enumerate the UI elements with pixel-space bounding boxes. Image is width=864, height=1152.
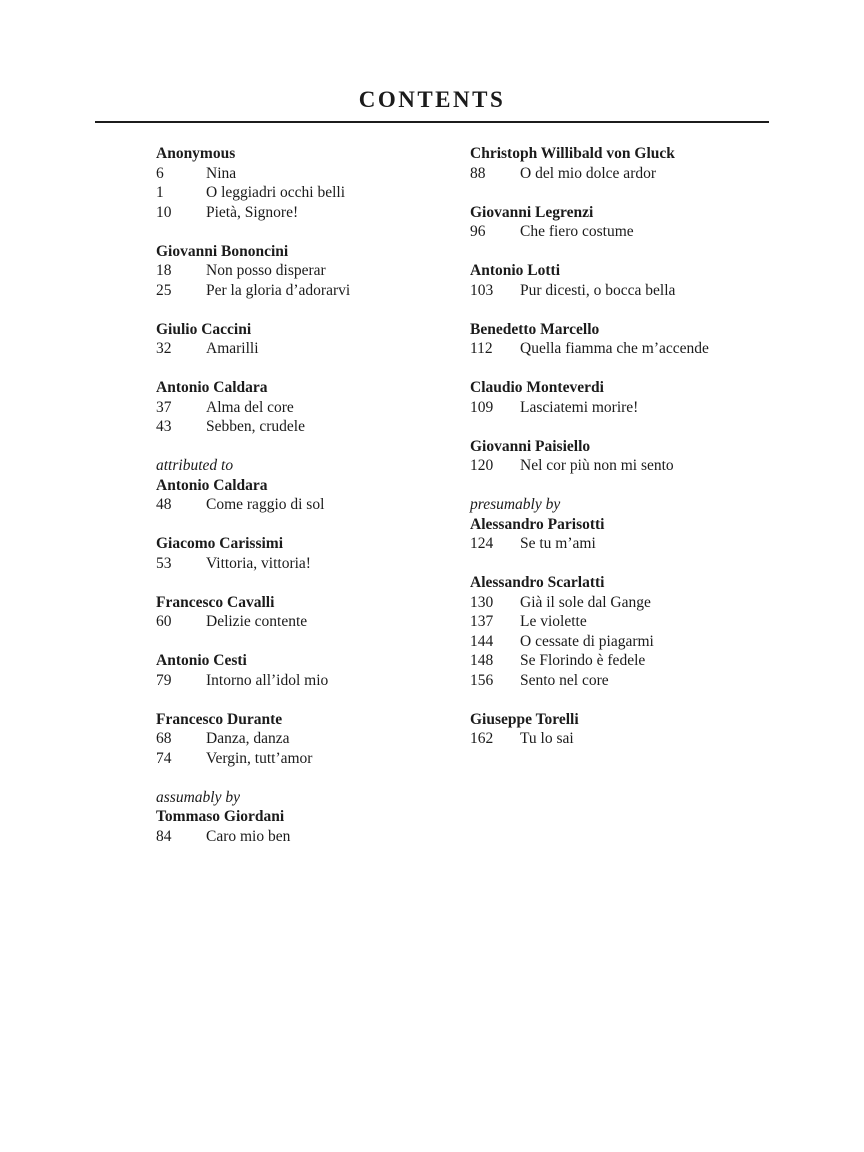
composer-name: Benedetto Marcello xyxy=(470,320,600,338)
toc-columns xyxy=(156,144,864,866)
page-number: 1 xyxy=(156,184,164,201)
toc-entry xyxy=(470,398,864,418)
song-title: Pietà, Signore! xyxy=(206,203,299,221)
composer-group xyxy=(470,378,864,417)
song-title: Alma del core xyxy=(206,398,294,416)
page-number: 112 xyxy=(470,340,493,357)
toc-entry xyxy=(470,456,864,476)
toc-entry xyxy=(470,671,864,691)
page-number: 43 xyxy=(156,418,172,435)
song-title: Vergin, tutt’amor xyxy=(206,749,313,767)
page-number: 156 xyxy=(470,671,494,689)
song-title: Se tu m’ami xyxy=(520,535,596,552)
composer-group xyxy=(470,144,864,183)
song-title: Amarilli xyxy=(206,340,259,357)
composer-name: Francesco Durante xyxy=(156,710,283,728)
toc-entry xyxy=(156,671,470,691)
composer-name: Christoph Willibald von Gluck xyxy=(470,145,675,162)
song-title: Le violette xyxy=(520,613,587,630)
song-title: Lasciatemi morire! xyxy=(520,398,639,416)
composer-name: Giulio Caccini xyxy=(156,320,252,338)
page-number: 148 xyxy=(470,652,494,669)
composer-group xyxy=(156,320,470,359)
composer-group xyxy=(470,261,864,300)
composer-name: Alessandro Parisotti xyxy=(470,515,605,533)
composer-name: Antonio Caldara xyxy=(156,476,268,494)
page-number: 25 xyxy=(156,281,172,299)
toc-entry xyxy=(470,339,864,359)
song-title: Se Florindo è fedele xyxy=(520,652,646,669)
composer-name: Alessandro Scarlatti xyxy=(470,574,605,591)
song-title: Già il sole dal Gange xyxy=(520,593,651,611)
song-title: Come raggio di sol xyxy=(206,496,325,513)
composer-group xyxy=(470,710,864,749)
song-title: Delizie contente xyxy=(206,613,308,630)
attribution-note: assumably by xyxy=(156,788,240,806)
composer-name: Anonymous xyxy=(156,145,236,162)
composer-group xyxy=(156,710,470,769)
page-number: 68 xyxy=(156,730,172,747)
composer-group xyxy=(470,320,864,359)
page-number: 32 xyxy=(156,340,172,357)
toc-entry xyxy=(470,729,864,749)
composer-name: Giovanni Bononcini xyxy=(156,242,289,260)
page-number: 162 xyxy=(470,730,494,747)
attribution-note: presumably by xyxy=(470,496,561,513)
song-title: O del mio dolce ardor xyxy=(520,164,657,182)
toc-entry xyxy=(156,417,470,437)
toc-entry xyxy=(156,612,470,632)
song-title: Non posso disperar xyxy=(206,262,326,279)
song-title: Sebben, crudele xyxy=(206,418,305,435)
title-rule xyxy=(95,121,769,123)
composer-group xyxy=(470,573,864,690)
attribution-note: attributed to xyxy=(156,457,234,474)
composer-name: Antonio Lotti xyxy=(470,262,560,279)
composer-name: Giacomo Carissimi xyxy=(156,535,283,552)
page-number: 18 xyxy=(156,262,172,279)
toc-entry xyxy=(156,203,470,223)
toc-entry xyxy=(156,281,470,301)
toc-entry xyxy=(156,339,470,359)
toc-column-right xyxy=(470,144,864,768)
composer-name: Tommaso Giordani xyxy=(156,808,285,825)
composer-group xyxy=(470,203,864,242)
toc-entry xyxy=(156,164,470,184)
song-title: O cessate di piagarmi xyxy=(520,632,654,650)
composer-name: Giuseppe Torelli xyxy=(470,710,579,728)
page-number: 103 xyxy=(470,281,494,299)
composer-group xyxy=(156,593,470,632)
toc-entry xyxy=(156,729,470,749)
composer-group xyxy=(470,437,864,476)
toc-entry xyxy=(470,222,864,242)
page-number: 84 xyxy=(156,827,172,845)
toc-entry xyxy=(470,651,864,671)
song-title: Nina xyxy=(206,164,237,182)
song-title: Sento nel core xyxy=(520,671,609,689)
page-number: 124 xyxy=(470,535,494,552)
composer-name: Claudio Monteverdi xyxy=(470,379,604,396)
toc-entry xyxy=(156,183,470,203)
page-number: 48 xyxy=(156,496,172,513)
composer-group xyxy=(156,788,470,847)
song-title: Pur dicesti, o bocca bella xyxy=(520,281,676,299)
page-title: CONTENTS xyxy=(358,87,506,112)
composer-name: Giovanni Paisiello xyxy=(470,437,591,455)
song-title: Caro mio ben xyxy=(206,827,291,845)
song-title: Che fiero costume xyxy=(520,223,634,240)
page-number: 10 xyxy=(156,203,172,221)
page-number: 137 xyxy=(470,613,494,630)
toc-entry xyxy=(156,554,470,574)
page-number: 130 xyxy=(470,593,494,611)
song-title: Nel cor più non mi sento xyxy=(520,457,674,474)
toc-entry xyxy=(470,593,864,613)
composer-group xyxy=(156,144,470,222)
song-title: Quella fiamma che m’accende xyxy=(520,340,709,357)
page-number: 109 xyxy=(470,398,494,416)
toc-entry xyxy=(156,749,470,769)
composer-name: Francesco Cavalli xyxy=(156,593,275,611)
toc-entry xyxy=(156,495,470,515)
toc-entry xyxy=(470,281,864,301)
toc-entry xyxy=(156,827,470,847)
composer-group xyxy=(156,242,470,301)
song-title: Danza, danza xyxy=(206,730,290,747)
page-number: 60 xyxy=(156,613,172,630)
composer-name: Giovanni Legrenzi xyxy=(470,203,594,221)
composer-name: Antonio Caldara xyxy=(156,379,268,396)
toc-column-left xyxy=(156,144,470,866)
composer-group xyxy=(156,378,470,437)
composer-name: Antonio Cesti xyxy=(156,652,247,669)
composer-group xyxy=(156,651,470,690)
composer-group xyxy=(156,456,470,515)
page-number: 6 xyxy=(156,164,164,182)
page-number: 53 xyxy=(156,554,172,572)
toc-entry xyxy=(470,534,864,554)
song-title: Intorno all’idol mio xyxy=(206,671,329,689)
toc-entry xyxy=(470,164,864,184)
composer-group xyxy=(156,534,470,573)
song-title: O leggiadri occhi belli xyxy=(206,184,346,201)
page-number: 37 xyxy=(156,398,172,416)
composer-group xyxy=(470,495,864,554)
toc-entry xyxy=(470,612,864,632)
song-title: Vittoria, vittoria! xyxy=(206,554,311,572)
toc-entry xyxy=(470,632,864,652)
song-title: Per la gloria d’adorarvi xyxy=(206,281,351,299)
page-number: 74 xyxy=(156,749,172,767)
page-number: 79 xyxy=(156,671,172,689)
page-number: 120 xyxy=(470,457,494,474)
song-title: Tu lo sai xyxy=(520,730,574,747)
toc-entry xyxy=(156,398,470,418)
page-number: 88 xyxy=(470,164,486,182)
page-number: 96 xyxy=(470,223,486,240)
toc-entry xyxy=(156,261,470,281)
page-number: 144 xyxy=(470,632,494,650)
